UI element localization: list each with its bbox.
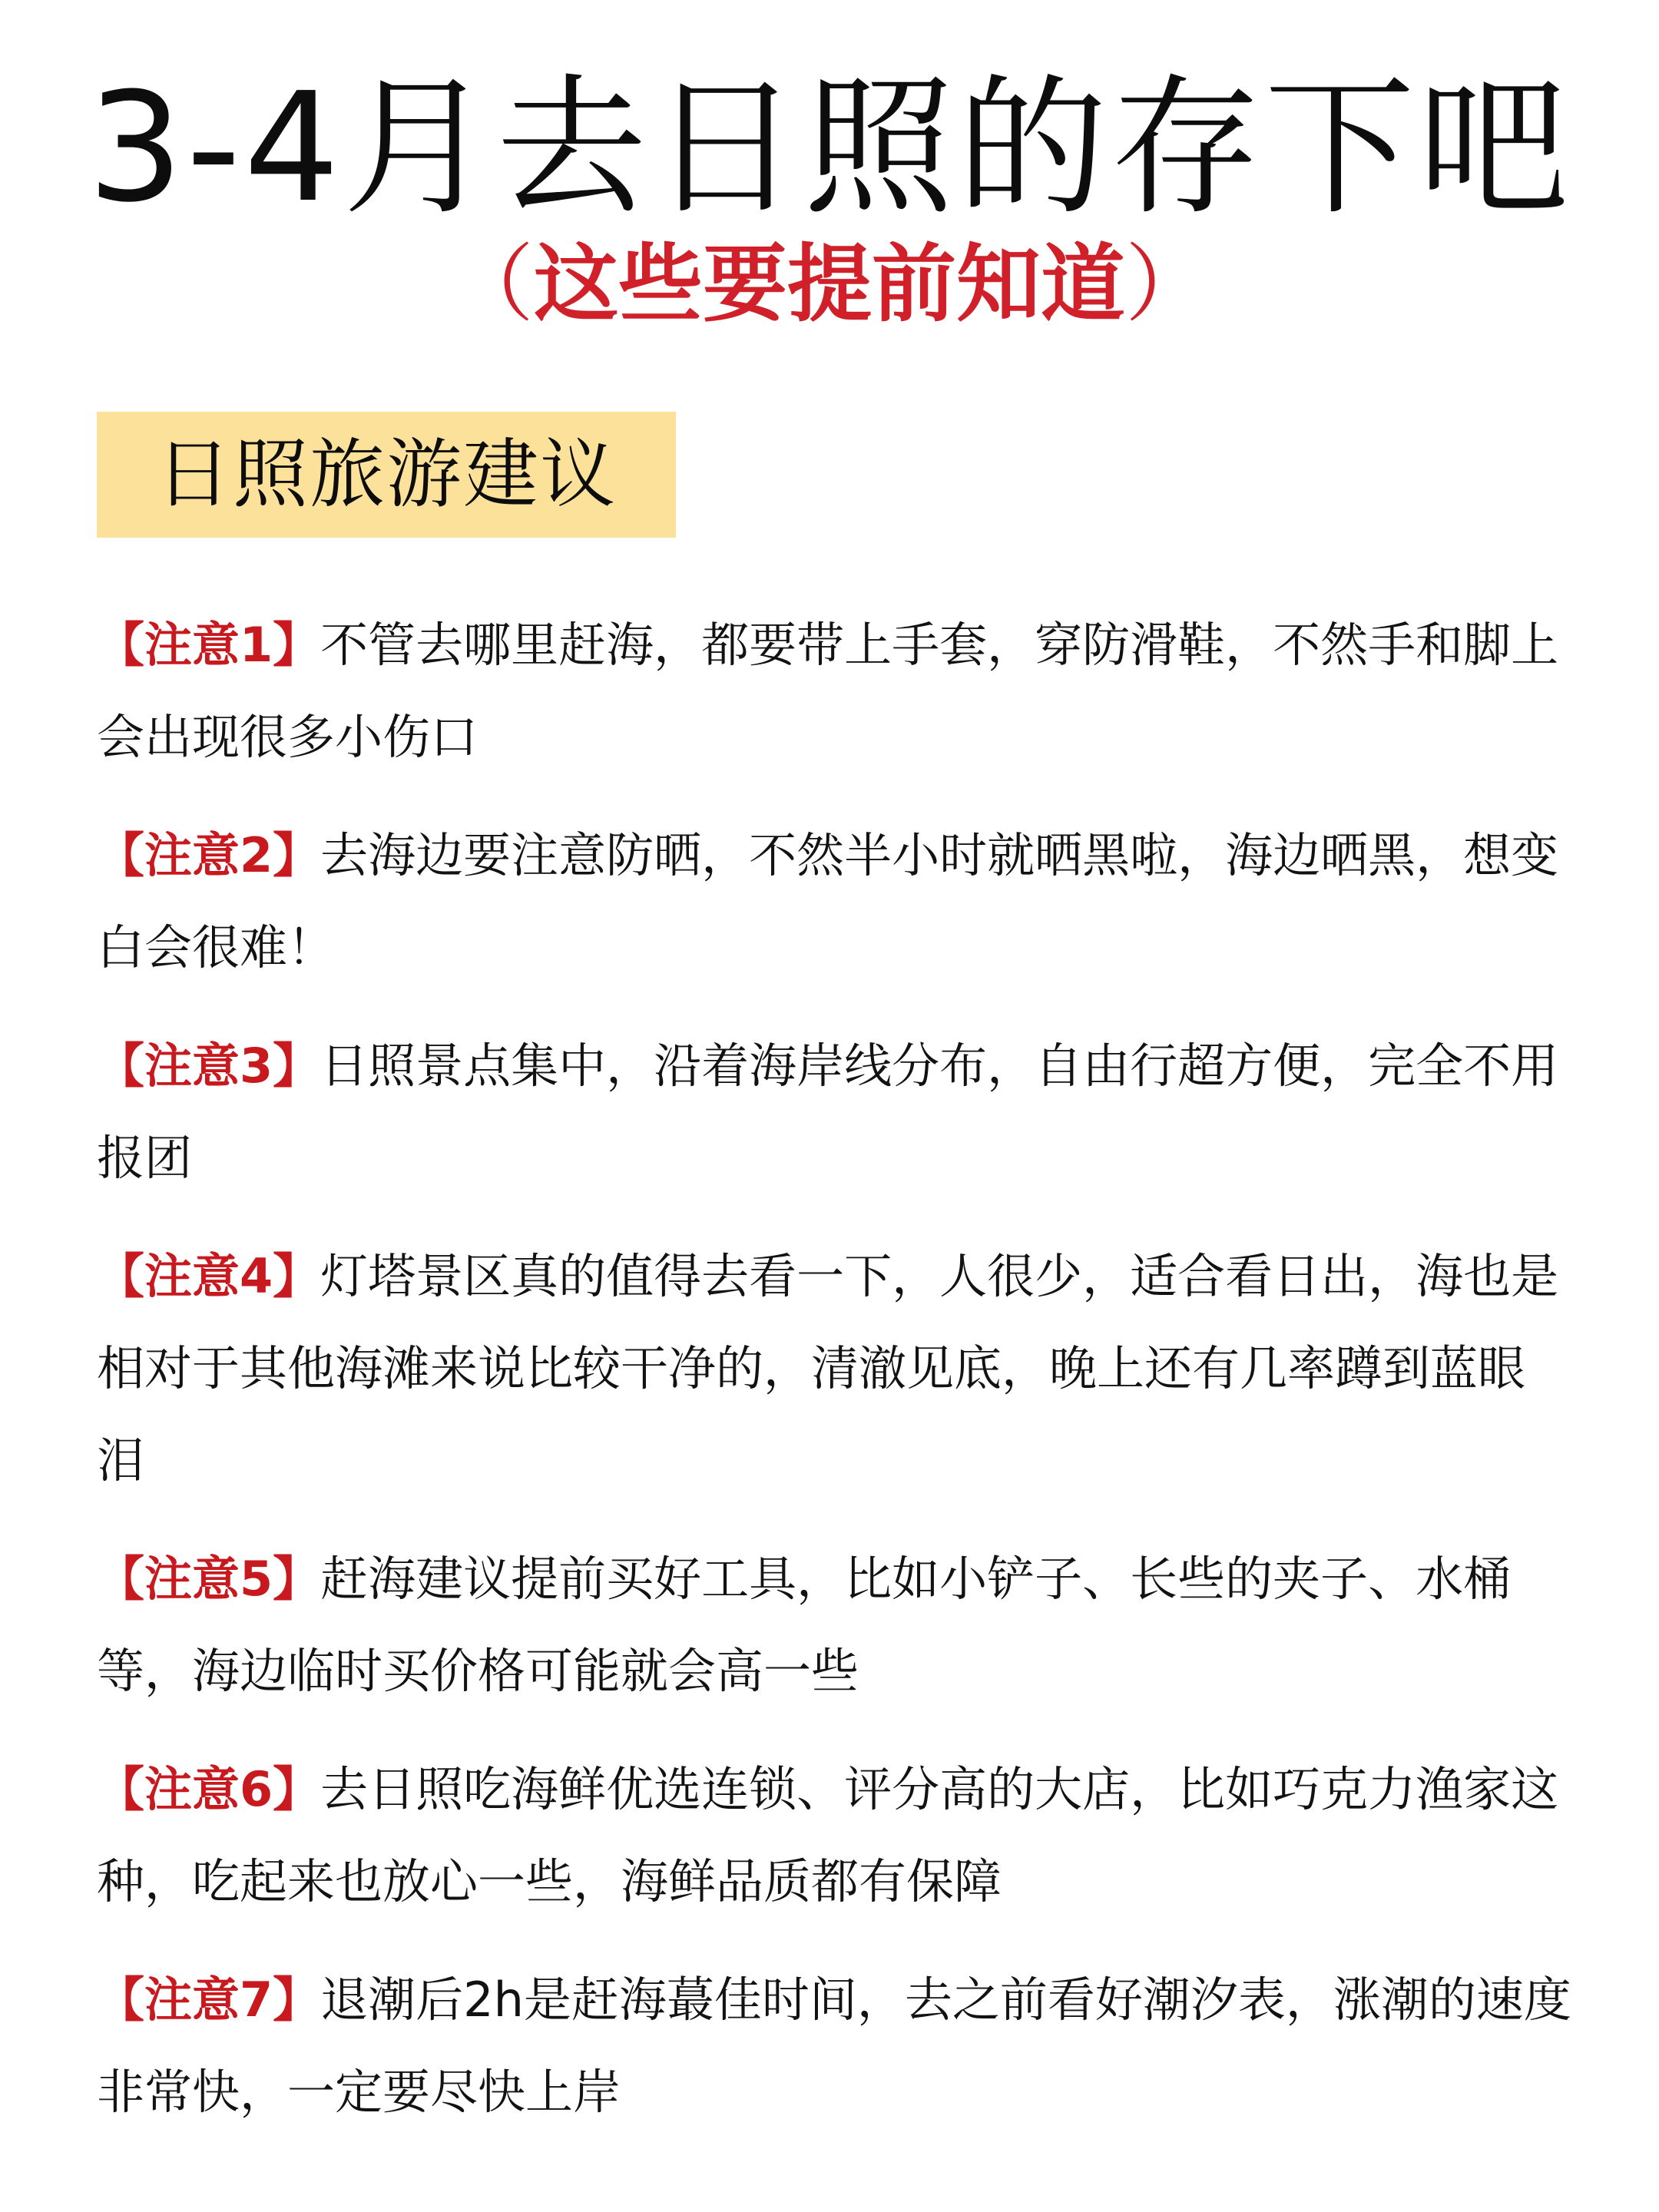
note-text: 赶海建议提前买好工具，比如小铲子、长些的夹子、水桶等，海边临时买价格可能就会高一些 bbox=[97, 1551, 1512, 1699]
note-item bbox=[97, 599, 1571, 783]
subtitle-close-paren: ） bbox=[1125, 235, 1210, 333]
note-text: 日照景点集中，沿着海岸线分布，自由行超方便，完全不用报团 bbox=[97, 1038, 1559, 1186]
section-heading-tag bbox=[97, 412, 676, 538]
notes-list bbox=[97, 599, 1571, 2164]
note-item bbox=[97, 810, 1571, 994]
note-label: 【注意6】 bbox=[97, 1761, 321, 1817]
note-label: 【注意2】 bbox=[97, 827, 321, 883]
note-text: 去海边要注意防晒，不然半小时就晒黑啦，海边晒黑，想变白会很难！ bbox=[97, 827, 1559, 975]
note-item bbox=[97, 1743, 1571, 1928]
note-label: 【注意7】 bbox=[97, 1972, 321, 2028]
note-text: 不管去哪里赶海，都要带上手套，穿防滑鞋，不然手和脚上会出现很多小伤口 bbox=[97, 617, 1559, 765]
subtitle-open-paren: （ bbox=[449, 235, 534, 333]
page-subtitle bbox=[0, 230, 1659, 338]
subtitle-text: 这些要提前知道 bbox=[534, 235, 1125, 333]
note-text: 灯塔景区真的值得去看一下，人很少，适合看日出，海也是相对于其他海滩来说比较干净的，清澈见底，晚上还有几率蹲到蓝眼泪 bbox=[97, 1248, 1559, 1488]
note-item bbox=[97, 1230, 1571, 1507]
section-heading: 日照旅游建议 bbox=[155, 431, 617, 518]
note-item bbox=[97, 1020, 1571, 1204]
page-title: 3-4月去日照的存下吧 bbox=[87, 61, 1572, 236]
note-label: 【注意4】 bbox=[97, 1248, 321, 1304]
note-text: 去日照吃海鲜优选连锁、评分高的大店，比如巧克力渔家这种，吃起来也放心一些，海鲜品质都有保障 bbox=[97, 1761, 1559, 1909]
note-text: 退潮后2h是赶海蕞佳时间，去之前看好潮汐表，涨潮的速度非常快，一定要尽快上岸 bbox=[97, 1972, 1571, 2120]
note-item bbox=[97, 1533, 1571, 1717]
note-item bbox=[97, 1954, 1571, 2138]
note-label: 【注意3】 bbox=[97, 1038, 321, 1094]
note-label: 【注意1】 bbox=[97, 617, 321, 673]
note-label: 【注意5】 bbox=[97, 1551, 321, 1607]
